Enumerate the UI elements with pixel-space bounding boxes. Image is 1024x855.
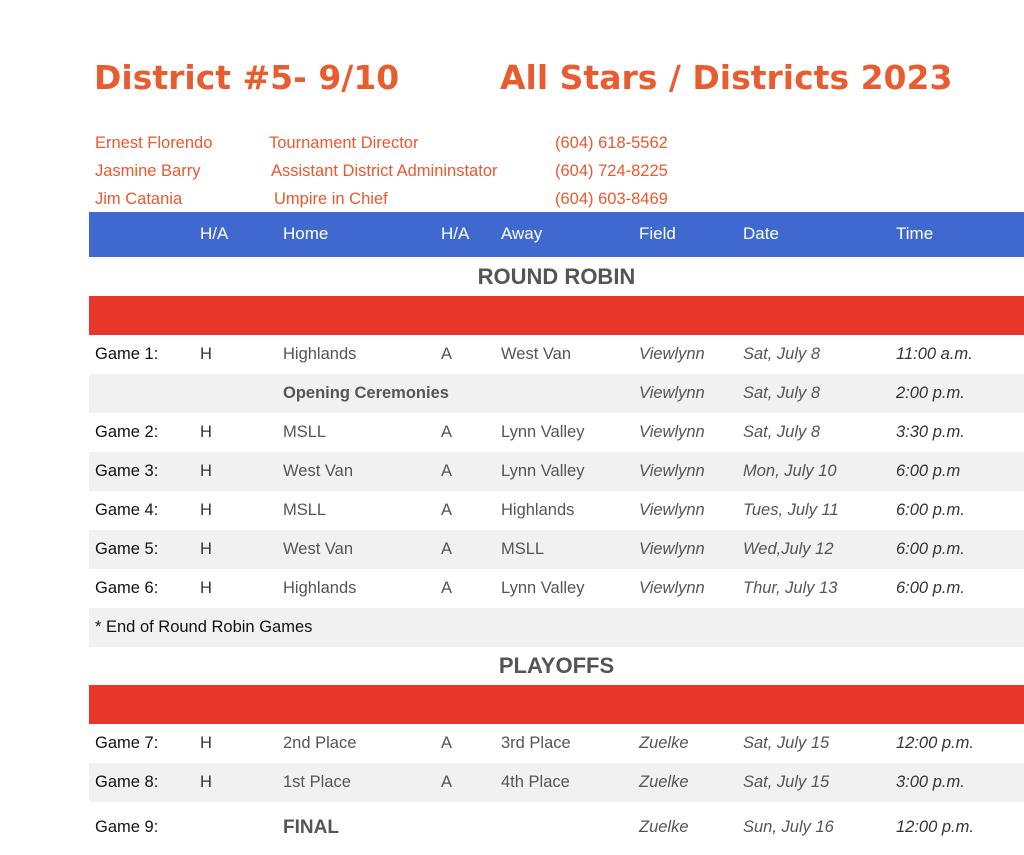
schedule-header-row [89, 212, 1024, 257]
away-team: Highlands [501, 501, 575, 519]
final-label: FINAL [283, 817, 339, 838]
home-indicator: H [200, 540, 212, 558]
away-team: Lynn Valley [501, 423, 585, 441]
field: Viewlynn [639, 384, 705, 402]
home-indicator: H [200, 501, 212, 519]
col-header-away: Away [501, 224, 543, 243]
staff-role: Assistant District Admininstator [271, 162, 498, 180]
col-header-ha-home: H/A [200, 224, 229, 243]
table-row [89, 569, 1024, 608]
home-team: West Van [283, 540, 354, 558]
game-number: Game 1: [95, 345, 159, 363]
staff-role: Tournament Director [269, 134, 419, 152]
page-title-district: District #5- 9/10 [94, 58, 400, 97]
staff-role: Umpire in Chief [274, 190, 388, 208]
time: 6:00 p.m [896, 462, 961, 480]
staff-name: Jim Catania [95, 190, 183, 208]
away-indicator: A [441, 734, 453, 752]
home-team: 1st Place [283, 773, 351, 791]
field: Viewlynn [639, 345, 705, 363]
away-team: MSLL [501, 540, 545, 558]
time: 12:00 p.m. [896, 818, 974, 836]
game-number: Game 5: [95, 540, 159, 558]
away-team: 4th Place [501, 773, 570, 791]
col-header-home: Home [283, 224, 329, 243]
game-number: Game 8: [95, 773, 159, 791]
away-team: 3rd Place [501, 734, 571, 752]
away-indicator: A [441, 579, 453, 597]
table-row [89, 763, 1024, 802]
table-row [89, 374, 1024, 413]
game-number: Game 7: [95, 734, 159, 752]
field: Zuelke [639, 818, 689, 836]
time: 2:00 p.m. [896, 384, 965, 402]
table-row [89, 491, 1024, 530]
away-indicator: A [441, 773, 453, 791]
time: 6:00 p.m. [896, 540, 965, 558]
home-team: 2nd Place [283, 734, 357, 752]
away-indicator: A [441, 345, 453, 363]
staff-name: Ernest Florendo [95, 134, 213, 152]
away-team: Lynn Valley [501, 462, 585, 480]
game-number: Game 9: [95, 818, 159, 836]
table-row-note [89, 608, 1024, 647]
away-team: Lynn Valley [501, 579, 585, 597]
home-team: Highlands [283, 345, 357, 363]
away-indicator: A [441, 462, 453, 480]
table-row [89, 530, 1024, 569]
date: Sat, July 8 [743, 384, 821, 402]
date: Sat, July 8 [743, 345, 821, 363]
field: Viewlynn [639, 462, 705, 480]
away-indicator: A [441, 501, 453, 519]
date: Sat, July 15 [743, 773, 830, 791]
staff-phone: (604) 618-5562 [555, 134, 668, 152]
game-number: Game 2: [95, 423, 159, 441]
home-indicator: H [200, 579, 212, 597]
home-team: West Van [283, 462, 354, 480]
date: Sun, July 16 [743, 818, 834, 836]
game-number: Game 6: [95, 579, 159, 597]
time: 6:00 p.m. [896, 579, 965, 597]
table-row-final [89, 808, 1024, 847]
date: Wed,July 12 [743, 540, 834, 558]
home-team: Highlands [283, 579, 357, 597]
field: Viewlynn [639, 501, 705, 519]
home-indicator: H [200, 423, 212, 441]
staff-phone: (604) 724-8225 [555, 162, 668, 180]
away-indicator: A [441, 540, 453, 558]
date: Tues, July 11 [743, 501, 839, 519]
home-team: MSLL [283, 501, 327, 519]
game-number: Game 3: [95, 462, 159, 480]
page-title-event: All Stars / Districts 2023 [500, 58, 953, 97]
section-title-playoffs: PLAYOFFS [498, 653, 615, 678]
field: Viewlynn [639, 423, 705, 441]
col-header-time: Time [896, 224, 934, 243]
field: Zuelke [639, 734, 689, 752]
col-header-field: Field [639, 224, 676, 243]
game-number: Game 4: [95, 501, 159, 519]
staff-phone: (604) 603-8469 [555, 190, 668, 208]
field: Viewlynn [639, 540, 705, 558]
field: Zuelke [639, 773, 689, 791]
time: 3:00 p.m. [896, 773, 965, 791]
table-row [89, 413, 1024, 452]
away-indicator: A [441, 423, 453, 441]
date: Mon, July 10 [743, 462, 837, 480]
home-team: MSLL [283, 423, 327, 441]
time: 11:00 a.m. [896, 345, 973, 363]
home-indicator: H [200, 734, 212, 752]
field: Viewlynn [639, 579, 705, 597]
time: 6:00 p.m. [896, 501, 965, 519]
section-divider-bar [89, 296, 1024, 335]
home-indicator: H [200, 345, 212, 363]
time: 3:30 p.m. [896, 423, 965, 441]
time: 12:00 p.m. [896, 734, 974, 752]
date: Sat, July 8 [743, 423, 821, 441]
round-robin-note: * End of Round Robin Games [95, 618, 313, 636]
home-indicator: H [200, 462, 212, 480]
section-title-round-robin: ROUND ROBIN [477, 264, 636, 289]
date: Sat, July 15 [743, 734, 830, 752]
table-row [89, 724, 1024, 763]
home-indicator: H [200, 773, 212, 791]
col-header-date: Date [743, 224, 779, 243]
col-header-ha-away: H/A [441, 224, 470, 243]
away-team: West Van [501, 345, 572, 363]
date: Thur, July 13 [743, 579, 838, 597]
event-label: Opening Ceremonies [283, 384, 449, 402]
staff-name: Jasmine Barry [95, 162, 201, 180]
section-divider-bar [89, 685, 1024, 724]
table-row [89, 452, 1024, 491]
table-row [89, 335, 1024, 374]
